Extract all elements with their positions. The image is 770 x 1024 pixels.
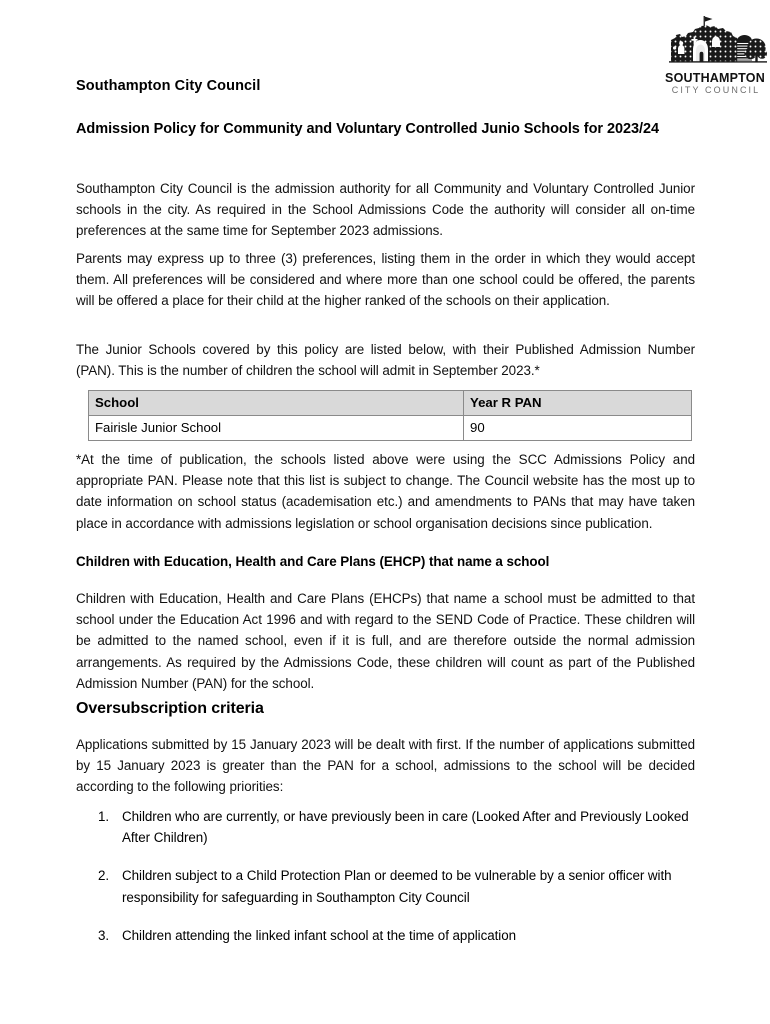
document-title: Admission Policy for Community and Voluntary Controlled Junio Schools for 2023/24 (76, 121, 660, 137)
intro-paragraph-1: Southampton City Council is the admission authority for all Community and Voluntary Controlled Junior schools in the city. As required in the School Admissions Code the authority will consider all on-time preferences at the same time for September 2023 admissions. (76, 181, 695, 239)
list-item (76, 865, 695, 907)
publication-footnote: *At the time of publication, the schools listed above were using the SCC Admissions Policy and appropriate PAN. Please note that this list is subject to change. The Council website has the most up to date information on school status (academisation etc.) and amendments to PANs that may have taken place in accordance with admissions legislation or school organisation decisions since publication. (76, 452, 695, 531)
ehcp-heading: Children with Education, Health and Care Plans (EHCP) that name a school (76, 554, 550, 569)
oversubscription-criteria-list (76, 806, 695, 946)
logo-wordmark: SOUTHAMPTON (665, 71, 765, 85)
list-item-text: Children subject to a Child Protection Plan or deemed to be vulnerable by a senior officer with responsibility for safeguarding in Southampton City Council (122, 868, 672, 905)
table-header-school: School (89, 391, 464, 416)
intro-paragraph-2: Parents may express up to three (3) preferences, listing them in the order in which they would accept them. All preferences will be considered and where more than one school could be offered, the parents will be offered a place for their child at the higher ranked of the schools on their application. (76, 251, 695, 309)
oversubscription-intro: Applications submitted by 15 January 2023 will be dealt with first. If the number of applications submitted by 15 January 2023 is greater than the PAN for a school, admissions to the school will be decided according to the following priorities: (76, 737, 695, 795)
list-item-number: 3. (98, 927, 110, 943)
table-cell-pan-value: 90 (464, 416, 692, 441)
southampton-castle-crest-icon (663, 14, 767, 70)
list-item (76, 925, 695, 946)
table-header-row (89, 391, 692, 416)
pan-table (88, 390, 692, 441)
list-item-number: 1. (98, 809, 110, 824)
logo-submark: CITY COUNCIL (671, 85, 761, 96)
list-item-text: Children attending the linked infant school at the time of application (122, 927, 517, 943)
table-header-year-r-pan: Year R PAN (464, 391, 692, 416)
organisation-title: Southampton City Council (76, 78, 261, 94)
southampton-city-council-logo (660, 14, 770, 97)
list-item (76, 806, 695, 848)
table-row (89, 416, 692, 441)
ehcp-paragraph: Children with Education, Health and Care Plans (EHCPs) that name a school must be admitted to that school under the Education Act 1996 and with regard to the SEND Code of Practice. These children will be admitted to the named school, even if it is full, and are therefore outside the normal admission arrangements. As required by the Admissions Code, these children will count as part of the Published Admission Number (PAN) for the school. (76, 591, 695, 691)
intro-paragraph-3: The Junior Schools covered by this policy are listed below, with their Published Admission Number (PAN). This is the number of children the school will admit in September 2023.* (76, 342, 695, 379)
table-cell-school-name: Fairisle Junior School (89, 416, 464, 441)
list-item-number: 2. (98, 868, 110, 884)
list-item-text: Children who are currently, or have previously been in care (Looked After and Previously Looked After Children) (122, 809, 689, 846)
oversubscription-heading: Oversubscription criteria (76, 700, 264, 717)
